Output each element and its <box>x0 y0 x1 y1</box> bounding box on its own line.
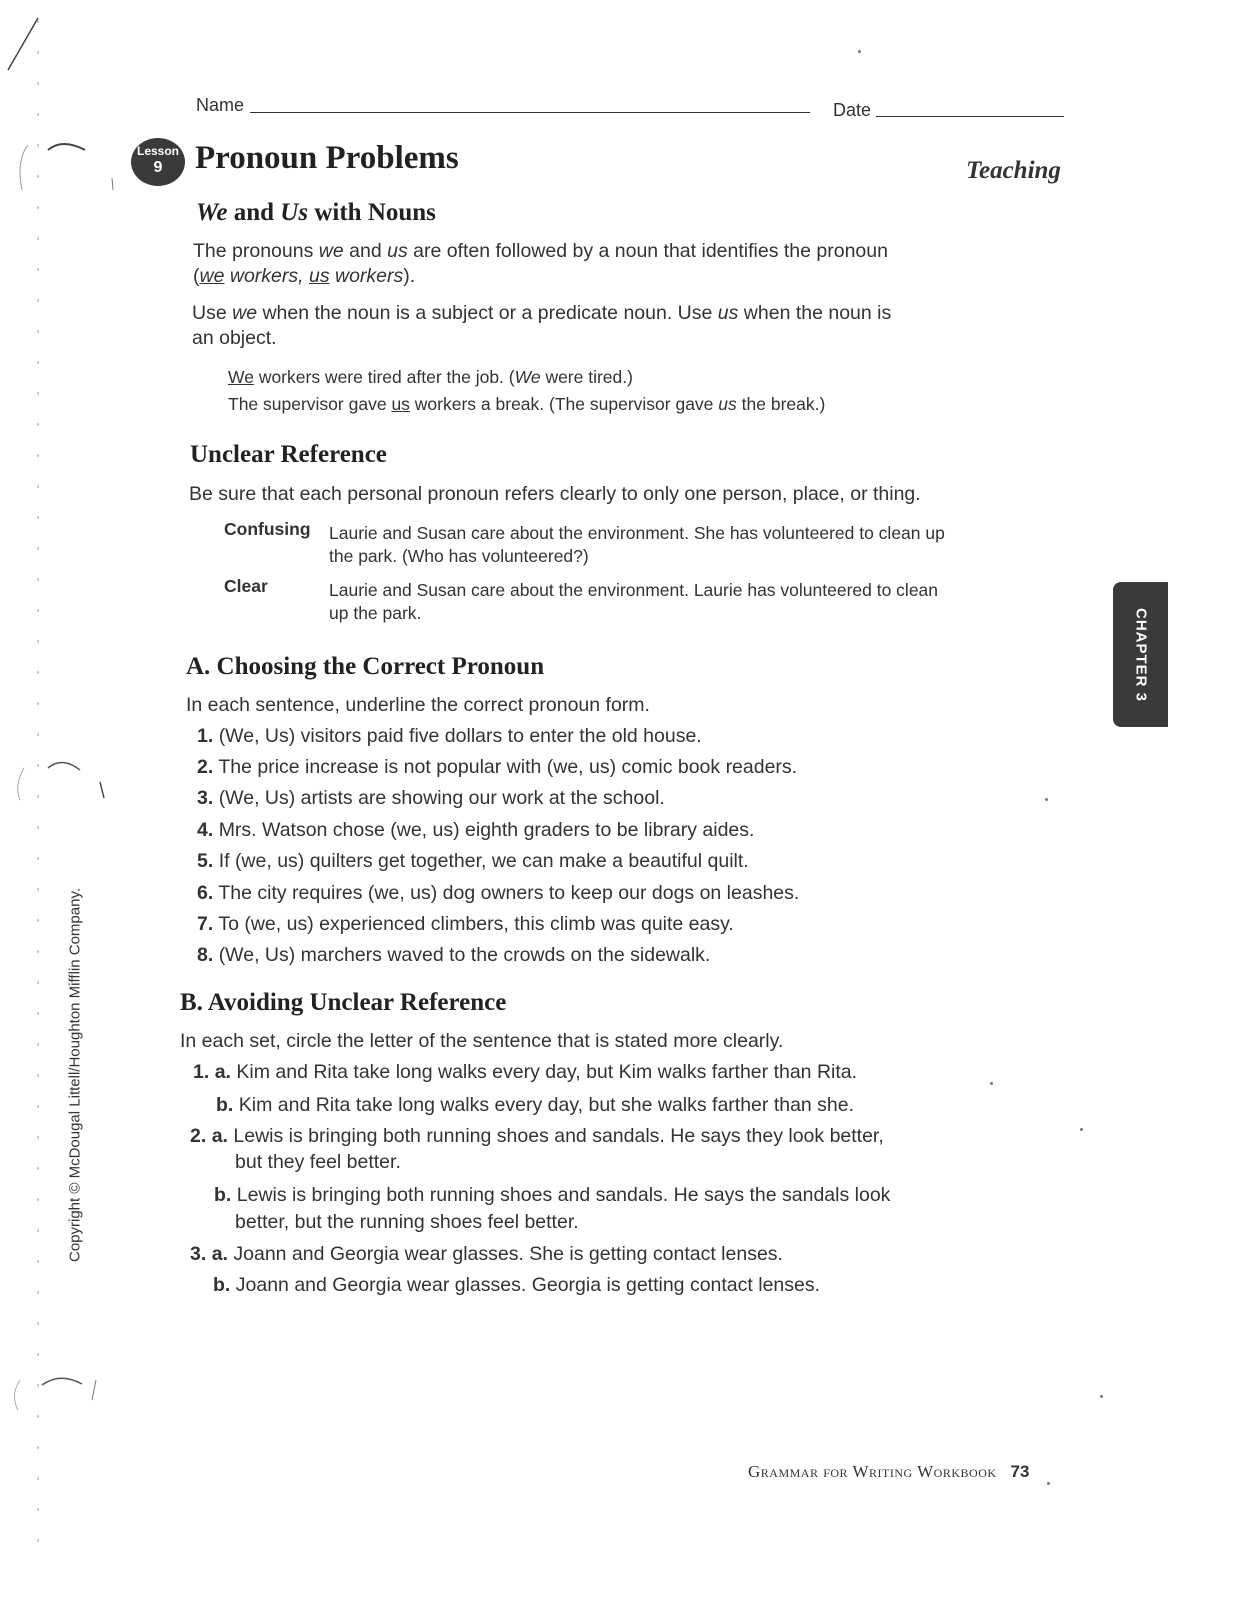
exercise-a-item[interactable]: 2. The price increase is not popular with (we, us) comic book readers. <box>197 756 798 778</box>
name-label: Name <box>196 95 245 115</box>
we-us-paragraph-1: The pronouns we and us are often followed by a noun that identifies the pronoun (we workers, us workers). <box>193 240 888 287</box>
page-footer <box>748 1462 1029 1482</box>
exercise-b-item-1b[interactable]: b. Kim and Rita take long walks every day, but she walks farther than she. <box>216 1094 855 1116</box>
exercise-b-item-3b[interactable]: b. Joann and Georgia wear glasses. Georgia is getting contact lenses. <box>213 1274 821 1296</box>
date-field[interactable] <box>876 116 1064 117</box>
scan-marks <box>0 0 130 1600</box>
exercise-a-heading: A. Choosing the Correct Pronoun <box>186 653 545 680</box>
exercise-b-item-1a[interactable]: 1. a. Kim and Rita take long walks every day, but Kim walks farther than Rita. <box>193 1061 858 1083</box>
exercise-b-item-3a[interactable]: 3. a. Joann and Georgia wear glasses. She is getting contact lenses. <box>190 1243 783 1265</box>
exercise-a-item[interactable]: 8. (We, Us) marchers waved to the crowds on the sidewalk. <box>197 944 711 966</box>
exercise-a-instructions: In each sentence, underline the correct pronoun form. <box>186 694 650 716</box>
exercise-a-item[interactable]: 4. Mrs. Watson chose (we, us) eighth graders to be library aides. <box>197 819 755 841</box>
page-tag: Teaching <box>966 157 1061 184</box>
unclear-intro: Be sure that each personal pronoun refers clearly to only one person, place, or thing. <box>189 483 921 505</box>
exercise-a-item[interactable]: 3. (We, Us) artists are showing our work at the school. <box>197 787 665 809</box>
exercise-b-heading: B. Avoiding Unclear Reference <box>180 989 507 1016</box>
clear-example: Laurie and Susan care about the environment. Laurie has volunteered to clean up the park. <box>329 580 939 623</box>
lesson-word: Lesson <box>136 144 179 158</box>
page-title: Pronoun Problems <box>195 140 459 176</box>
exercise-a-item[interactable]: 6. The city requires (we, us) dog owners to keep our dogs on leashes. <box>197 882 800 904</box>
date-label: Date <box>833 100 872 120</box>
page-number: 73 <box>1010 1462 1030 1481</box>
chapter-tab-label: CHAPTER 3 <box>1132 607 1149 702</box>
we-us-example-2: The supervisor gave us workers a break. (The supervisor gave us the break.) <box>228 394 826 414</box>
confusing-example: Laurie and Susan care about the environment. She has volunteered to clean up the park. (Who has volunteered?) <box>329 523 945 566</box>
exercise-a-item[interactable]: 1. (We, Us) visitors paid five dollars to enter the old house. <box>197 725 702 747</box>
exercise-b-item-2b[interactable]: b. Lewis is bringing both running shoes and sandals. He says the sandals look <box>214 1184 891 1206</box>
chapter-tab <box>1113 582 1168 727</box>
heading-unclear-reference: Unclear Reference <box>190 441 387 468</box>
workbook-title: Grammar for Writing Workbook <box>748 1462 997 1481</box>
exercise-b-item-2a[interactable]: 2. a. Lewis is bringing both running shoes and sandals. He says they look better, <box>190 1125 884 1147</box>
copyright-notice: Copyright © McDougal Littell/Houghton Mifflin Company. <box>66 887 84 1263</box>
exercise-b-item-2b-cont: better, but the running shoes feel better. <box>235 1211 579 1233</box>
exercise-a-item[interactable]: 5. If (we, us) quilters get together, we can make a beautiful quilt. <box>197 850 749 872</box>
we-us-paragraph-2: Use we when the noun is a subject or a predicate noun. Use us when the noun is an object. <box>192 302 892 349</box>
confusing-label: Confusing <box>224 519 311 539</box>
heading-we-us: We and Us with Nouns <box>196 199 436 226</box>
clear-label: Clear <box>224 576 268 596</box>
we-us-example-1: We workers were tired after the job. (We were tired.) <box>228 367 633 387</box>
lesson-number: 9 <box>153 159 163 176</box>
exercise-b-item-2a-cont: but they feel better. <box>235 1151 401 1173</box>
exercise-a-item[interactable]: 7. To (we, us) experienced climbers, this climb was quite easy. <box>197 913 734 935</box>
exercise-b-instructions: In each set, circle the letter of the sentence that is stated more clearly. <box>180 1030 784 1052</box>
lesson-badge <box>131 138 185 186</box>
name-field[interactable] <box>250 112 810 113</box>
